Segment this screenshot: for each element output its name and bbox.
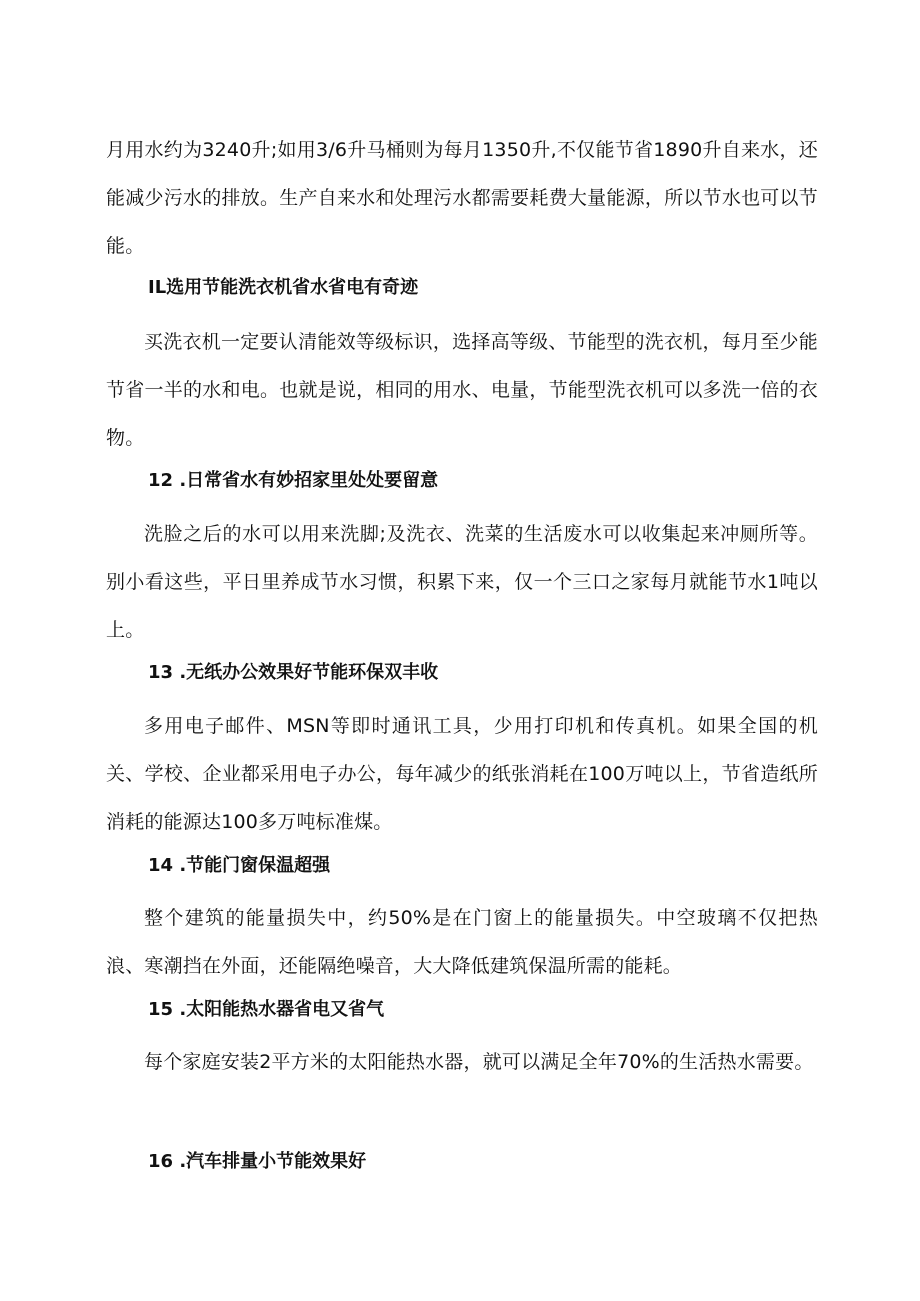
heading-11: IL选用节能洗衣机省水省电有奇迹	[148, 277, 419, 298]
paragraph-14: 整个建筑的能量损失中，约50%是在门窗上的能量损失。中空玻璃不仅把热浪、寒潮挡在外面，还能隔绝噪音，大大降低建筑保温所需的能耗。	[106, 907, 818, 977]
heading-12: 12 .日常省水有妙招家里处处要留意	[148, 470, 439, 491]
heading-14: 14 .节能门窗保温超强	[148, 855, 331, 876]
heading-13: 13 .无纸办公效果好节能环保双丰收	[148, 662, 439, 683]
paragraph-13: 多用电子邮件、MSN等即时通讯工具，少用打印机和传真机。如果全国的机关、学校、企业都采用电子办公，每年减少的纸张消耗在100万吨以上，节省造纸所消耗的能源达100多万吨标准煤。	[106, 715, 818, 833]
paragraph-11: 买洗衣机一定要认清能效等级标识，选择高等级、节能型的洗衣机，每月至少能节省一半的水和电。也就是说，相同的用水、电量，节能型洗衣机可以多洗一倍的衣物。	[106, 331, 818, 449]
heading-15: 15 .太阳能热水器省电又省气	[148, 999, 385, 1020]
paragraph-water-saving-toilet: 月用水约为3240升;如用3/6升马桶则为每月1350升,不仅能节省1890升自来水，还能减少污水的排放。生产自来水和处理污水都需要耗费大量能源，所以节水也可以节能。	[106, 139, 818, 257]
paragraph-12: 洗脸之后的水可以用来洗脚;及洗衣、洗菜的生活废水可以收集起来冲厕所等。别小看这些，平日里养成节水习惯，积累下来，仅一个三口之家每月就能节水1吨以上。	[106, 523, 818, 641]
paragraph-15: 每个家庭安装2平方米的太阳能热水器，就可以满足全年70%的生活热水需要。	[144, 1051, 814, 1073]
heading-16: 16 .汽车排量小节能效果好	[148, 1151, 367, 1172]
